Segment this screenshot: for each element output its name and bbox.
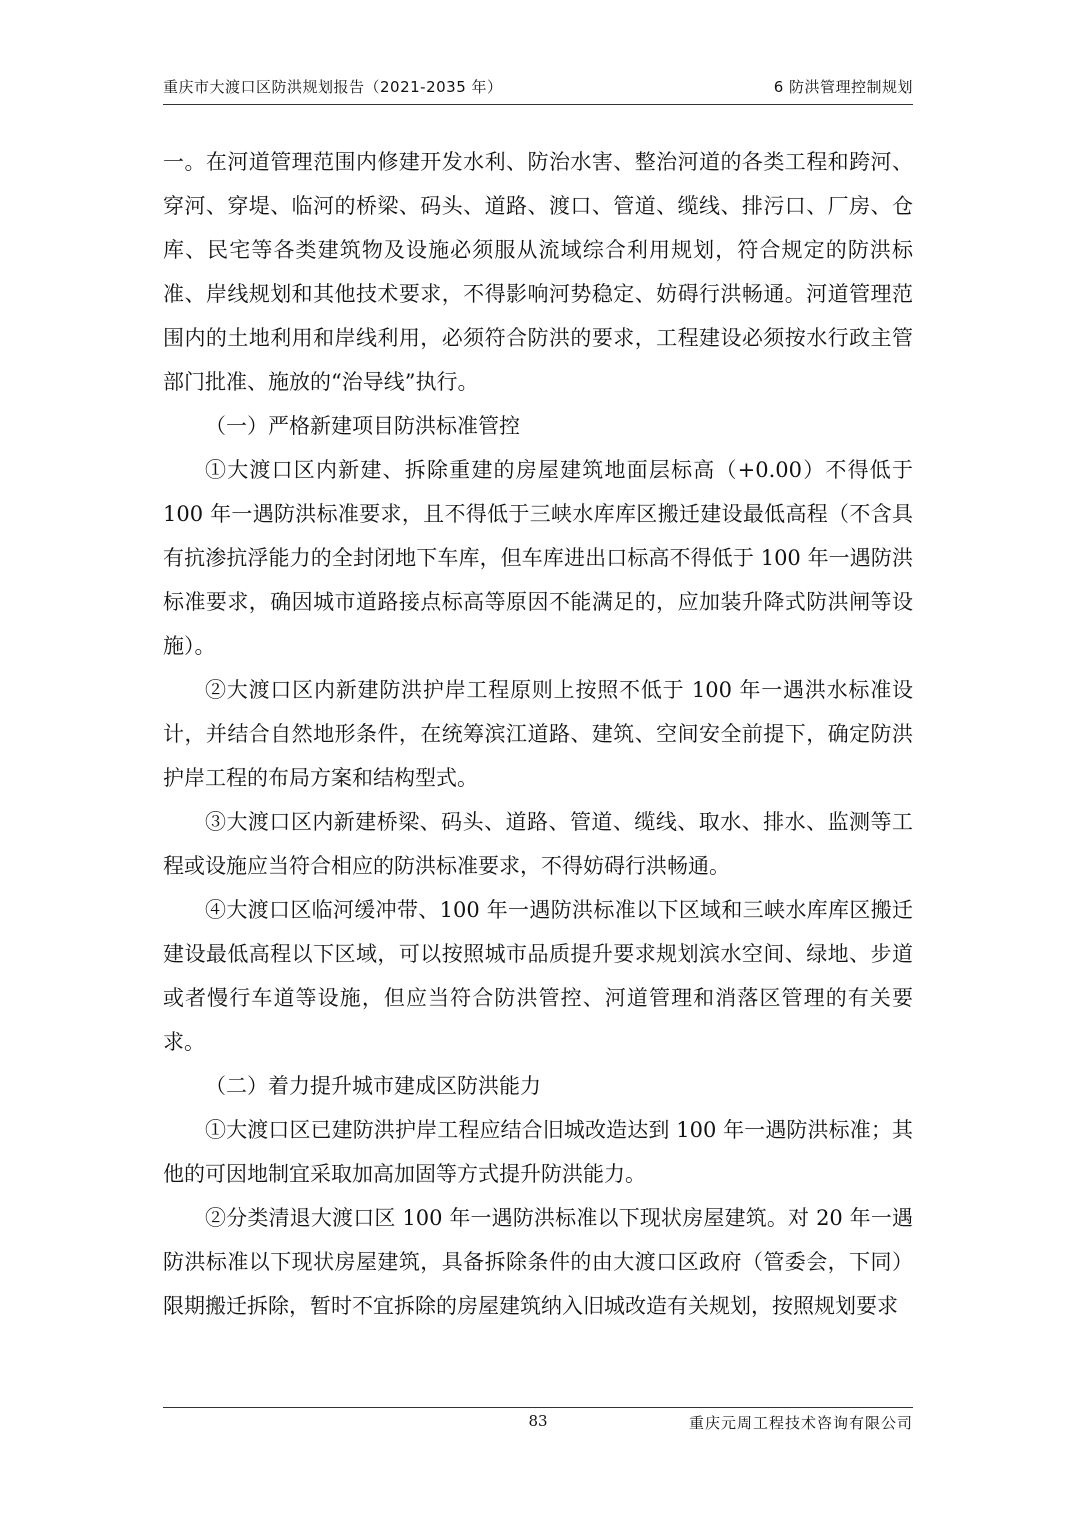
header-divider (163, 104, 913, 105)
page-header (163, 76, 913, 102)
page-number: 83 (528, 1412, 548, 1430)
body-text (163, 140, 913, 1328)
report-title: 重庆市大渡口区防洪规划报告（2021-2035 年） (163, 78, 503, 96)
paragraph-item-1-3: ③大渡口区内新建桥梁、码头、道路、管道、缆线、取水、排水、监测等工程或设施应当符合相应的防洪标准要求，不得妨碍行洪畅通。 (163, 810, 913, 878)
paragraph-item-1-4: ④大渡口区临河缓冲带、100 年一遇防洪标准以下区域和三峡水库库区搬迁建设最低高程以下区域，可以按照城市品质提升要求规划滨水空间、绿地、步道或者慢行车道等设施，但应当符合防洪管控、河道管理和消落区管理的有关要求。 (163, 898, 913, 1054)
paragraph-item-2-1: ①大渡口区已建防洪护岸工程应结合旧城改造达到 100 年一遇防洪标准；其他的可因地制宜采取加高加固等方式提升防洪能力。 (163, 1118, 913, 1186)
section-heading-2: （二）着力提升城市建成区防洪能力 (205, 1074, 541, 1098)
paragraph-intro: 一。在河道管理范围内修建开发水利、防治水害、整治河道的各类工程和跨河、穿河、穿堤、临河的桥梁、码头、道路、渡口、管道、缆线、排污口、厂房、仓库、民宅等各类建筑物及设施必须服从流域综合利用规划，符合规定的防洪标准、岸线规划和其他技术要求，不得影响河势稳定、妨碍行洪畅通。河道管理范围内的土地利用和岸线利用，必须符合防洪的要求，工程建设必须按水行政主管部门批准、施放的“治导线”执行。 (163, 150, 913, 394)
paragraph-item-1-1: ①大渡口区内新建、拆除重建的房屋建筑地面层标高（+0.00）不得低于 100 年一遇防洪标准要求，且不得低于三峡水库库区搬迁建设最低高程（不含具有抗渗抗浮能力的全封闭地下车库，但车库进出口标高不得低于 100 年一遇防洪标准要求，确因城市道路接点标高等原因不能满足的，应加装升降式防洪闸等设施）。 (163, 458, 913, 658)
paragraph-item-1-2: ②大渡口区内新建防洪护岸工程原则上按照不低于 100 年一遇洪水标准设计，并结合自然地形条件，在统筹滨江道路、建筑、空间安全前提下，确定防洪护岸工程的布局方案和结构型式。 (163, 678, 913, 790)
paragraph-item-2-2: ②分类清退大渡口区 100 年一遇防洪标准以下现状房屋建筑。对 20 年一遇防洪标准以下现状房屋建筑，具备拆除条件的由大渡口区政府（管委会，下同）限期搬迁拆除，暂时不宜拆除的房屋建筑纳入旧城改造有关规划，按照规划要求 (163, 1206, 913, 1318)
section-heading-1: （一）严格新建项目防洪标准管控 (205, 414, 520, 438)
footer-divider (163, 1407, 913, 1408)
chapter-title: 6 防洪管理控制规划 (773, 78, 913, 96)
company-name: 重庆元周工程技术咨询有限公司 (688, 1414, 913, 1432)
